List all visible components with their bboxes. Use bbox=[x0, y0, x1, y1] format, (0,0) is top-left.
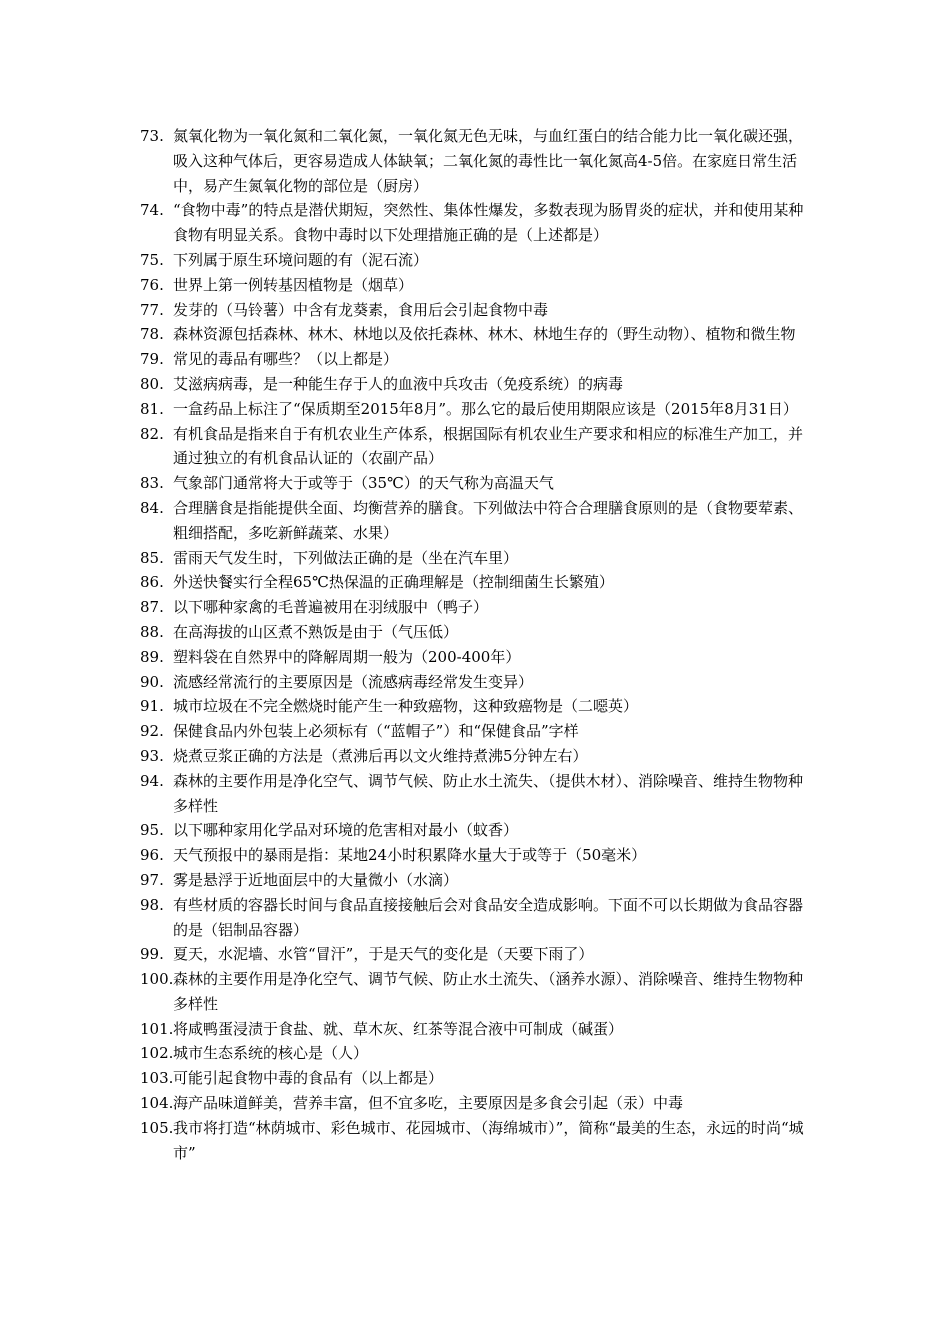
list-item bbox=[140, 744, 815, 769]
item-number: 101. bbox=[140, 1019, 174, 1038]
list-item bbox=[140, 471, 815, 496]
item-number: 96. bbox=[140, 846, 164, 865]
item-text: 以下哪种家禽的毛普遍被用在羽绒服中（鸭子） bbox=[173, 598, 489, 617]
list-item bbox=[140, 298, 815, 323]
item-number: 100. bbox=[140, 970, 174, 989]
item-text: 艾滋病病毒，是一种能生存于人的血液中兵攻击（免疫系统）的病毒 bbox=[173, 374, 624, 393]
list-item bbox=[140, 670, 815, 695]
item-text: 森林资源包括森林、林木、林地以及依托森林、林木、林地生存的（野生动物）、植物和微生物 bbox=[173, 325, 796, 344]
item-text: 氮氧化物为一氧化氮和二氧化氮，一氧化氮无色无味，与血红蛋白的结合能力比一氧化碳还强，吸入这种气体后，更容易造成人体缺氧；二氧化氮的毒性比一氧化氮高4-5倍。在家庭日常生活中，易产生氮氧化物的部位是（厨房） bbox=[173, 127, 804, 195]
item-text: 合理膳食是指能提供全面、均衡营养的膳食。下列做法中符合合理膳食原则的是（食物要荤素、粗细搭配，多吃新鲜蔬菜、水果） bbox=[173, 498, 804, 542]
item-text: 夏天，水泥墙、水管“冒汗”，于是天气的变化是（天要下雨了） bbox=[173, 945, 594, 964]
list-item bbox=[140, 1116, 815, 1166]
item-number: 104. bbox=[140, 1094, 174, 1113]
list-item bbox=[140, 843, 815, 868]
list-item bbox=[140, 719, 815, 744]
item-text: 在高海拔的山区煮不熟饭是由于（气压低） bbox=[173, 622, 459, 641]
item-text: 常见的毒品有哪些？（以上都是） bbox=[173, 350, 399, 369]
list-item bbox=[140, 422, 815, 472]
list-item bbox=[140, 322, 815, 347]
list-item bbox=[140, 273, 815, 298]
item-text: 我市将打造“林荫城市、彩色城市、花园城市、（海绵城市）”，简称“最美的生态，永远的时尚“城市” bbox=[173, 1118, 804, 1162]
item-text: 发芽的（马铃薯）中含有龙葵素，食用后会引起食物中毒 bbox=[173, 300, 549, 319]
list-item bbox=[140, 1041, 815, 1066]
list-item bbox=[140, 1017, 815, 1042]
item-text: 天气预报中的暴雨是指：某地24小时积累降水量大于或等于（50毫米） bbox=[173, 846, 647, 865]
item-number: 82. bbox=[140, 424, 164, 443]
list-item bbox=[140, 818, 815, 843]
list-item bbox=[140, 620, 815, 645]
item-number: 84. bbox=[140, 498, 164, 517]
item-number: 105. bbox=[140, 1118, 174, 1137]
item-number: 97. bbox=[140, 870, 164, 889]
item-text: 森林的主要作用是净化空气、调节气候、防止水土流失、（提供木材）、消除噪音、维持生物物种多样性 bbox=[173, 771, 804, 815]
item-text: 城市生态系统的核心是（人） bbox=[173, 1044, 369, 1063]
item-number: 77. bbox=[140, 300, 164, 319]
item-text: 城市垃圾在不完全燃烧时能产生一种致癌物，这种致癌物是（二噁英） bbox=[173, 697, 639, 716]
list-item bbox=[140, 868, 815, 893]
item-number: 81. bbox=[140, 399, 164, 418]
question-list bbox=[140, 124, 815, 1165]
item-text: 有机食品是指来自于有机农业生产体系，根据国际有机农业生产要求和相应的标准生产加工，并通过独立的有机食品认证的（农副产品） bbox=[173, 424, 804, 468]
item-number: 98. bbox=[140, 895, 164, 914]
item-number: 75. bbox=[140, 250, 164, 269]
list-item bbox=[140, 397, 815, 422]
item-text: 保健食品内外包装上必须标有（“蓝帽子”）和“保健食品”字样 bbox=[173, 722, 579, 741]
item-text: 雾是悬浮于近地面层中的大量微小（水滴） bbox=[173, 870, 459, 889]
list-item bbox=[140, 645, 815, 670]
item-number: 103. bbox=[140, 1069, 174, 1088]
item-number: 87. bbox=[140, 598, 164, 617]
item-text: 下列属于原生环境问题的有（泥石流） bbox=[173, 250, 429, 269]
item-text: “食物中毒”的特点是潜伏期短，突然性、集体性爆发，多数表现为肠胃炎的症状，并和使用某种食物有明显关系。食物中毒时以下处理措施正确的是（上述都是） bbox=[173, 201, 804, 245]
item-number: 74. bbox=[140, 201, 164, 220]
item-number: 99. bbox=[140, 945, 164, 964]
item-number: 78. bbox=[140, 325, 164, 344]
list-item bbox=[140, 248, 815, 273]
item-number: 80. bbox=[140, 374, 164, 393]
item-text: 有些材质的容器长时间与食品直接接触后会对食品安全造成影响。下面不可以长期做为食品容器的是（铝制品容器） bbox=[173, 895, 804, 939]
item-number: 95. bbox=[140, 821, 164, 840]
list-item bbox=[140, 595, 815, 620]
list-item bbox=[140, 546, 815, 571]
item-text: 一盒药品上标注了“保质期至2015年8月”。那么它的最后使用期限应该是（2015年8月31日） bbox=[173, 399, 798, 418]
item-text: 将咸鸭蛋浸渍于食盐、就、草木灰、红茶等混合液中可制成（碱蛋） bbox=[173, 1019, 624, 1038]
list-item bbox=[140, 496, 815, 546]
item-number: 85. bbox=[140, 548, 164, 567]
item-text: 外送快餐实行全程65℃热保温的正确理解是（控制细菌生长繁殖） bbox=[173, 573, 614, 592]
list-item bbox=[140, 372, 815, 397]
item-number: 102. bbox=[140, 1044, 174, 1063]
list-item bbox=[140, 967, 815, 1017]
list-item bbox=[140, 694, 815, 719]
item-text: 流感经常流行的主要原因是（流感病毒经常发生变异） bbox=[173, 672, 534, 691]
item-number: 92. bbox=[140, 722, 164, 741]
item-text: 雷雨天气发生时，下列做法正确的是（坐在汽车里） bbox=[173, 548, 519, 567]
item-text: 海产品味道鲜美，营养丰富，但不宜多吃，主要原因是多食会引起（汞）中毒 bbox=[173, 1094, 684, 1113]
item-number: 79. bbox=[140, 350, 164, 369]
item-number: 90. bbox=[140, 672, 164, 691]
item-text: 世界上第一例转基因植物是（烟草） bbox=[173, 275, 414, 294]
item-text: 以下哪种家用化学品对环境的危害相对最小（蚊香） bbox=[173, 821, 519, 840]
list-item bbox=[140, 570, 815, 595]
item-number: 73. bbox=[140, 127, 164, 145]
list-item bbox=[140, 942, 815, 967]
item-text: 塑料袋在自然界中的降解周期一般为（200-400年） bbox=[173, 647, 521, 666]
item-number: 83. bbox=[140, 474, 164, 493]
item-number: 89. bbox=[140, 647, 164, 666]
item-number: 93. bbox=[140, 746, 164, 765]
list-item bbox=[140, 198, 815, 248]
list-item bbox=[140, 1091, 815, 1116]
item-text: 烧煮豆浆正确的方法是（煮沸后再以文火维持煮沸5分钟左右） bbox=[173, 746, 588, 765]
list-item bbox=[140, 124, 815, 198]
item-text: 森林的主要作用是净化空气、调节气候、防止水土流失、（涵养水源）、消除噪音、维持生物物种多样性 bbox=[173, 970, 804, 1013]
list-item bbox=[140, 893, 815, 943]
item-number: 91. bbox=[140, 697, 164, 716]
item-number: 76. bbox=[140, 275, 164, 294]
list-item bbox=[140, 1066, 815, 1091]
list-item bbox=[140, 769, 815, 819]
item-number: 86. bbox=[140, 573, 164, 592]
item-text: 气象部门通常将大于或等于（35℃）的天气称为高温天气 bbox=[173, 474, 554, 493]
item-number: 94. bbox=[140, 771, 164, 790]
item-number: 88. bbox=[140, 622, 164, 641]
list-item bbox=[140, 347, 815, 372]
item-text: 可能引起食物中毒的食品有（以上都是） bbox=[173, 1069, 444, 1088]
